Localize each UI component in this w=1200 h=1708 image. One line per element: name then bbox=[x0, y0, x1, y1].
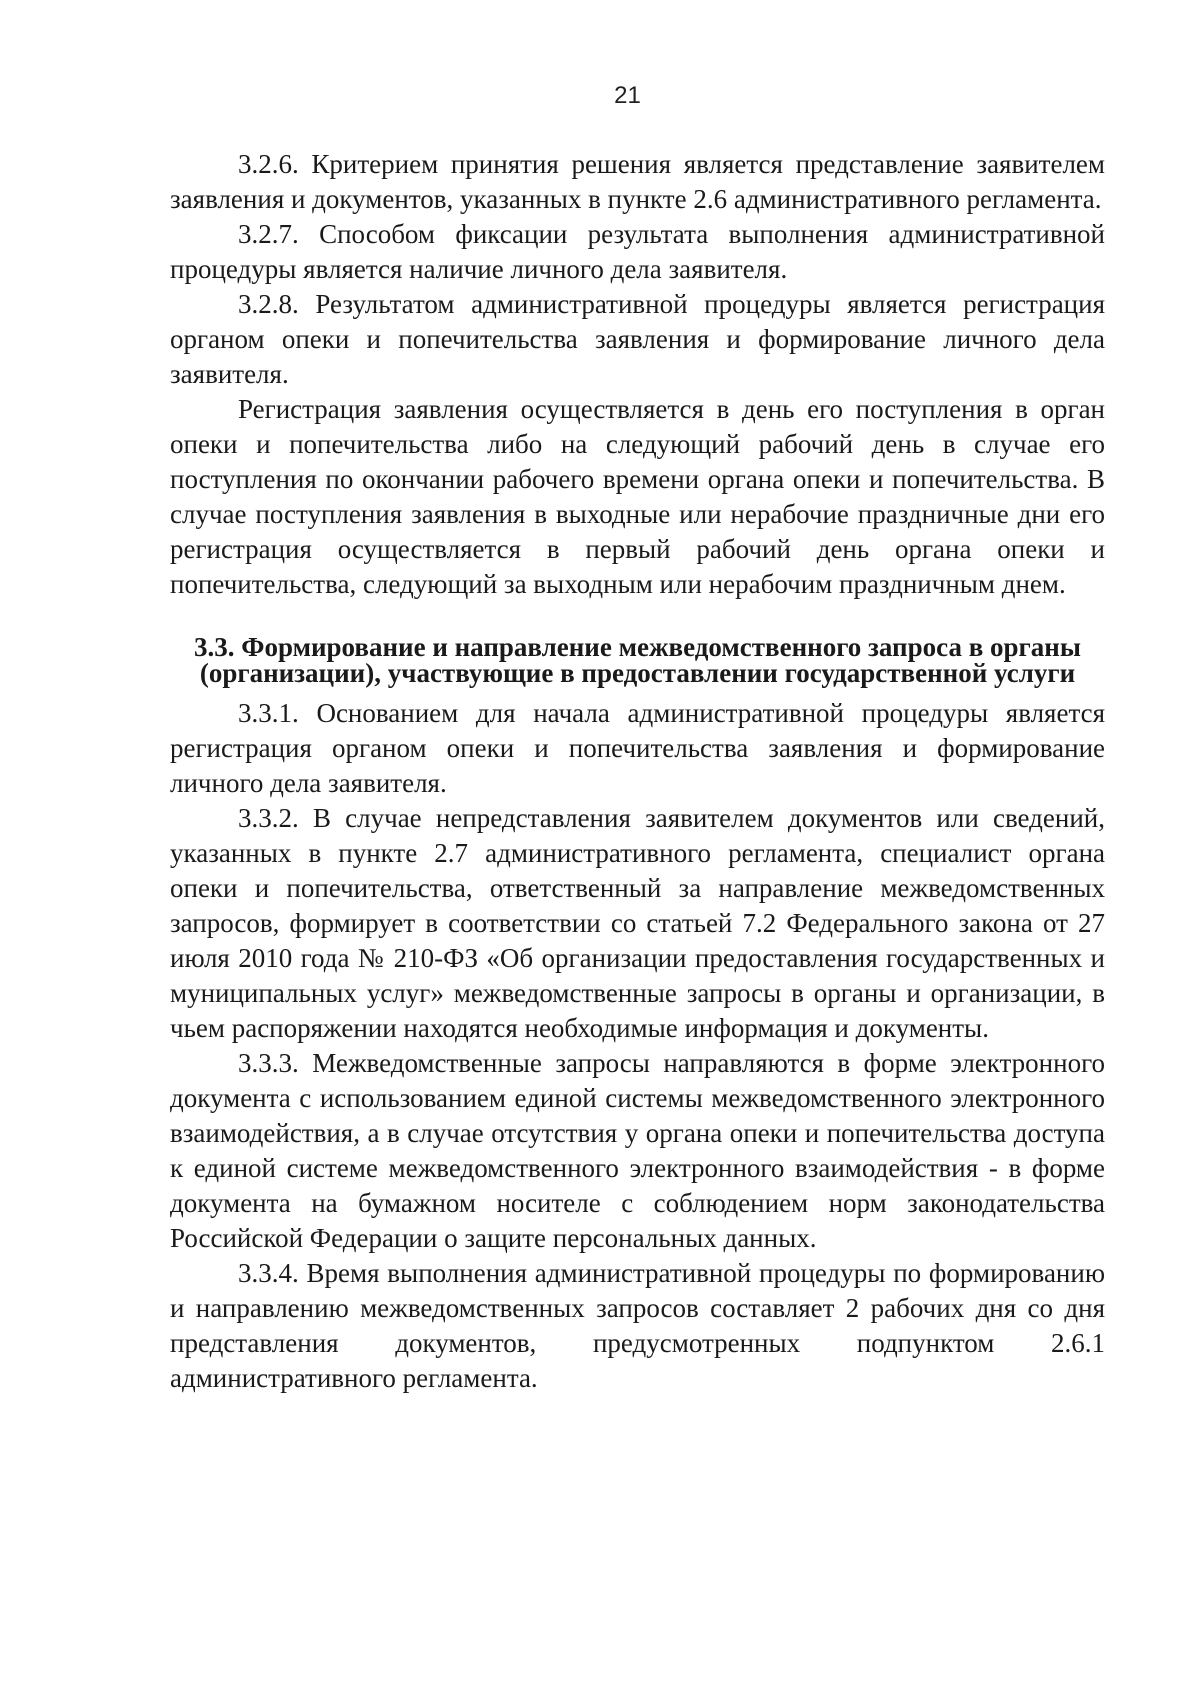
paragraph-3-3-1: 3.3.1. Основанием для начала административной процедуры является регистрация органом опеки и попечительства заявления и формирование личного дела заявителя. bbox=[170, 698, 1105, 798]
paragraph-registration: Регистрация заявления осуществляется в день его поступления в орган опеки и попечительства либо на следующий рабочий день в случае его поступления по окончании рабочего времени органа опеки и попечительства. В случае поступления заявления в выходные или нерабочие праздничные дни его регистрация осуществляется в первый рабочий день органа опеки и попечительства, следующий за выходным или нерабочим праздничным днем. bbox=[170, 394, 1105, 599]
paragraph-3-3-4: 3.3.4. Время выполнения административной процедуры по формированию и направлению межведомственных запросов составляет 2 рабочих дня со дня представления документов, предусмотренных подпунктом 2.6.1 административного регламента. bbox=[170, 1258, 1105, 1393]
document-body bbox=[170, 147, 1105, 1396]
paragraph-3-2-7: 3.2.7. Способом фиксации результата выполнения административной процедуры является наличие личного дела заявителя. bbox=[170, 219, 1105, 284]
paragraph-3-2-8: 3.2.8. Результатом административной процедуры является регистрация органом опеки и попечительства заявления и формирование личного дела заявителя. bbox=[170, 289, 1105, 389]
paragraph-3-3-3: 3.3.3. Межведомственные запросы направляются в форме электронного документа с использованием единой системы межведомственного электронного взаимодействия, а в случае отсутствия у органа опеки и попечительства доступа к единой системе межведомственного электронного взаимодействия - в форме документа на бумажном носителе с соблюдением норм законодательства Российской Федерации о защите персональных данных. bbox=[170, 1048, 1105, 1253]
page-number: 21 bbox=[614, 82, 641, 109]
paragraph-3-3-2: 3.3.2. В случае непредставления заявителем документов или сведений, указанных в пункте 2.7 административного регламента, специалист органа опеки и попечительства, ответственный за направление межведомственных запросов, формирует в соответствии со статьей 7.2 Федерального закона от 27 июля 2010 года № 210-ФЗ «Об организации предоставления государственных и муниципальных услуг» межведомственные запросы в органы и организации, в чьем распоряжении находятся необходимые информация и документы. bbox=[170, 803, 1105, 1043]
paragraph-3-2-6: 3.2.6. Критерием принятия решения является представление заявителем заявления и документов, указанных в пункте 2.6 административного регламента. bbox=[170, 149, 1105, 214]
section-heading-3-3: 3.3. Формирование и направление межведомственного запроса в органы (организации), участвующие в предоставлении государственной услуги bbox=[194, 632, 1081, 688]
